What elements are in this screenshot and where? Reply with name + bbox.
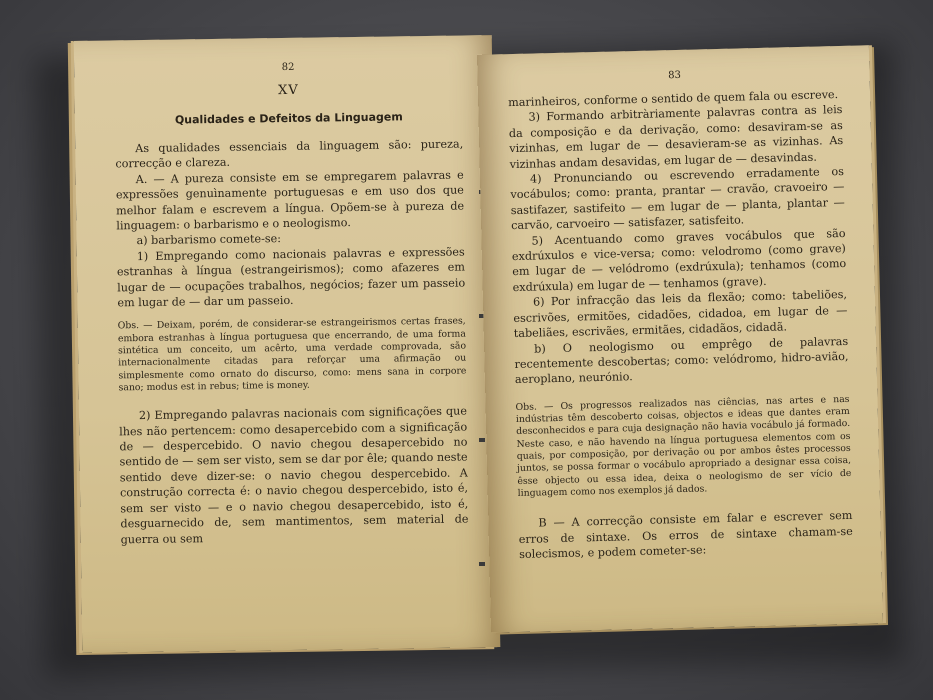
- paragraph: 6) Por infracção das leis da flexão; como: tabeliões, escrivões, ermitões, cidadões, cidadoa, em lugar de — tabeliães, escrivães, ermitães, cidadãos, cidadã.: [513, 288, 848, 341]
- paragraph: b) O neologismo ou emprêgo de palavras recentemente descobertas; como: velódromo, hidro-avião, aeroplano, neurónio.: [514, 334, 849, 387]
- observation-note: Obs. — Deixam, porém, de considerar-se estrangeirismos certas frases, embora estranhas à língua portuguesa que encerrando, de uma forma sintética um conceito, um acêrto, uma verdade comprovada, são internacionalmente citadas para reforçar uma afirmação ou simplesmente como ornato do discurso, como: mens sana in corpore sano; modus est in rebus; time is money.: [117, 315, 467, 394]
- observation-note: Obs. — Os progressos realizados nas ciências, nas artes e nas indústrias têm descoberto coisas, objectos e ideas que dantes eram desconhecidos e para cuja designação não havia vocábulo já formado. Neste caso, e não havendo na língua portuguesa elementos com os quais, por composição, por derivação ou por ambos êstes processos juntos, se possa formar o vocábulo apropriado a designar essa coisa, êsse objecto ou essa idea, deixa o neologismo de ser vício de linguagem como nos exemplos já dados.: [515, 393, 852, 499]
- paragraph: As qualidades essenciais da linguagem são: pureza, correcção e clareza.: [115, 137, 464, 171]
- paragraph: B — A correcção consiste em falar e escrever sem erros de sintaxe. Os erros de sintaxe chamam-se solecismos, e podem cometer-se:: [518, 508, 853, 561]
- paragraph: 1) Empregando como nacionais palavras e expressões estranhas à língua (estrangeirismos); como afazeres em lugar de — ocupações trabalhos, negócios; fazer um passeio em lugar de — dar um passeio.: [116, 245, 466, 310]
- paragraph: 5) Acentuando como graves vocábulos que são exdrúxulos e vice-versa; como: velodromo (como grave) em lugar de — velódromo (exdrúxula); tenhamos (como exdrúxula) em lugar de — tenhamos (grave).: [511, 226, 847, 294]
- paragraph: 4) Pronunciando ou escrevendo erradamente os vocábulos; como: pranta, prantar — cravão, cravoeiro — sastifazer, sastifeito — em lugar de — planta, plantar — carvão, carvoeiro — satisfazer, satisfeito.: [510, 164, 845, 233]
- page-number: 83: [668, 69, 682, 82]
- paragraph: A. — A pureza consiste em se empregarem palavras e expressões genuìnamente portuguesas e em uso dos que melhor falam e escrevem a língua. Opõem-se à pureza de linguagem: o barbarismo e o neologismo.: [115, 168, 465, 233]
- chapter-heading: Qualidades e Defeitos da Linguagem: [174, 110, 403, 127]
- left-page: [74, 35, 501, 653]
- paragraph: marinheiros, conforme o sentido de quem fala ou escreve.: [508, 88, 839, 110]
- page-number: 82: [281, 61, 295, 74]
- right-page: [477, 45, 883, 632]
- paragraph: 2) Empregando palavras nacionais com significações que lhes não pertencem: como desapercebido com a significação de — despercebido. O navio chegou desapercebido no sentido de — sem ser visto, sem se dar por êle; quando neste sentido deve dizer-se: o navio chegou despercebido. A construção correcta é: o navio chegou despercebido, isto é, sem ser visto — e o navio chegou desapercebido, isto é, desguarnecido de, sem mantimentos, sem material de guerra ou sem: [119, 404, 469, 546]
- paragraph: 3) Formando arbitràriamente palavras contra as leis da composição e da derivação, como: desaviram-se as vizinhas, em lugar de — desavieram-se as vizinhas. As vizinhas andam desavidas, em lugar de — desavindas.: [508, 103, 844, 171]
- paragraph: a) barbarismo comete-se:: [136, 232, 282, 248]
- chapter-number: XV: [278, 82, 299, 99]
